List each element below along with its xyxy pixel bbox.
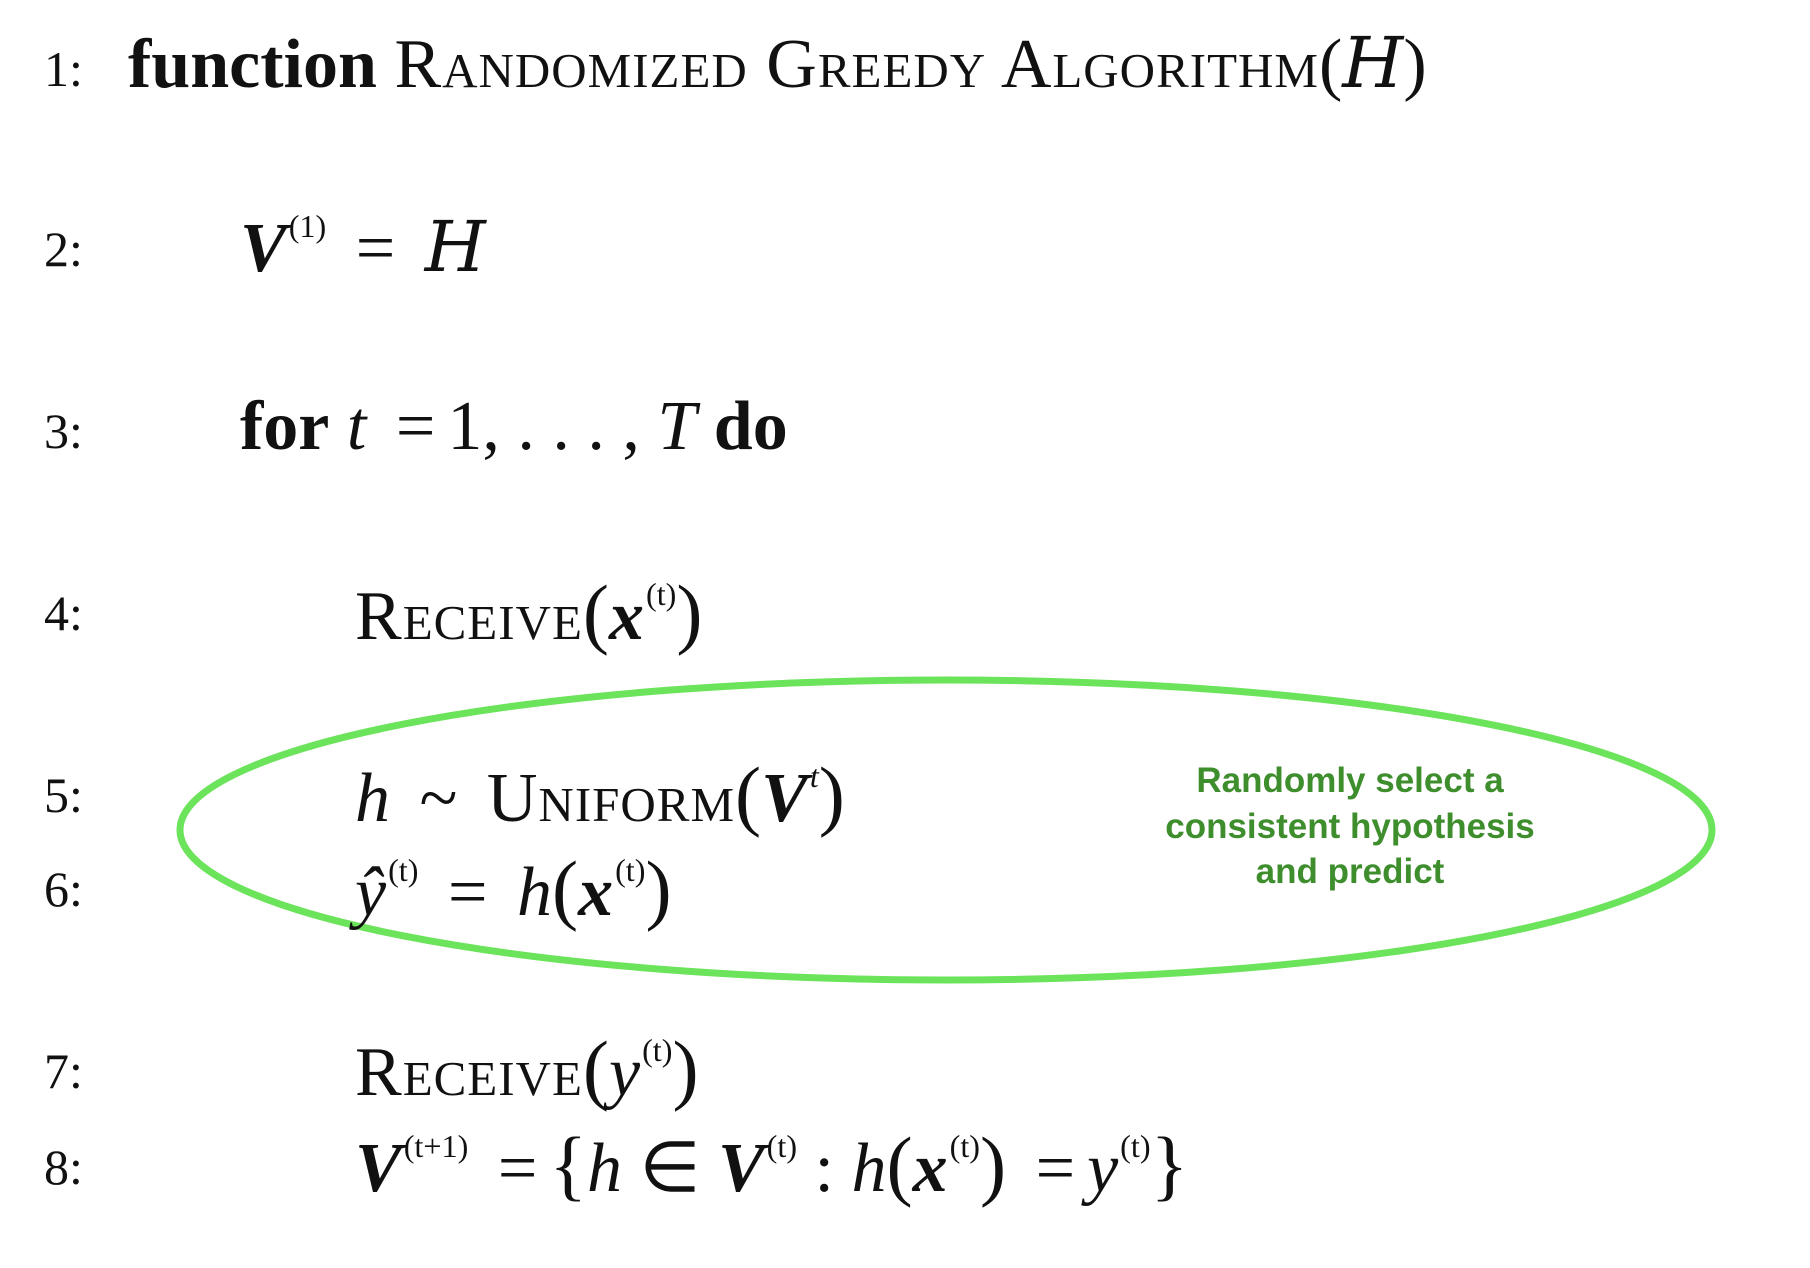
hypothesis-func: h (516, 854, 552, 931)
superscript: (t) (645, 576, 677, 613)
input-x: x (608, 578, 644, 655)
receive-function: Receive (355, 1034, 583, 1111)
equals: = (497, 1130, 538, 1207)
paren-close: ) (676, 569, 703, 656)
input-x: x (912, 1130, 948, 1207)
line-number: 1: (44, 41, 83, 97)
superscript: (t) (615, 852, 646, 889)
equals: = (447, 854, 488, 931)
hypothesis-var: h (586, 1130, 622, 1207)
line-number: 2: (44, 221, 83, 277)
superscript: (t) (642, 1032, 673, 1069)
prediction (355, 845, 672, 932)
receive-y (355, 1025, 699, 1112)
version-space: V (761, 760, 808, 837)
loop-upper: T (657, 388, 697, 465)
version-space: V (717, 1130, 765, 1207)
equals: = (395, 388, 436, 465)
line-number: 5: (44, 767, 83, 823)
superscript: (t) (1120, 1128, 1151, 1165)
superscript: t (809, 758, 819, 795)
do-keyword: do (713, 388, 788, 465)
label-y: y (1087, 1130, 1119, 1207)
receive-function: Receive (355, 578, 583, 655)
loop-variable: t (346, 388, 367, 465)
uniform-function: Uniform (486, 760, 736, 837)
version-space: V (240, 210, 287, 287)
superscript: (t) (949, 1128, 980, 1165)
equals: = (355, 210, 396, 287)
line-number: 4: (44, 585, 83, 641)
sim-operator: ~ (419, 760, 458, 837)
paren-open: ( (1318, 26, 1343, 103)
paren-close: ) (645, 845, 672, 932)
function-keyword: function (128, 26, 377, 103)
line-number: 3: (44, 403, 83, 459)
paren-close: ) (1403, 26, 1427, 103)
function-signature (128, 22, 1427, 104)
paren-close: ) (980, 1121, 1007, 1208)
for-keyword: for (240, 388, 330, 465)
line-number: 8: (44, 1139, 83, 1195)
function-name: Randomized Greedy Algorithm (394, 26, 1319, 103)
version-space-init (240, 206, 486, 288)
hypothesis-class: H (1342, 22, 1404, 104)
annotation-line-1: Randomly select a (1196, 761, 1504, 800)
colon: : (814, 1130, 834, 1207)
label-y: y (608, 1034, 641, 1111)
paren-close: ) (818, 751, 845, 838)
line-number: 7: (44, 1043, 83, 1099)
paren-open: ( (886, 1121, 913, 1208)
receive-x (355, 569, 703, 656)
paren-open: ( (551, 845, 579, 932)
brace-open: { (549, 1121, 587, 1208)
annotation-line-3: and predict (1255, 852, 1445, 891)
element-of: ∈ (639, 1130, 701, 1207)
loop-range: 1, . . . , (447, 388, 658, 465)
input-x: x (578, 854, 614, 931)
hypothesis-var: h (355, 760, 390, 837)
annotation-text (1130, 758, 1570, 895)
sample-hypothesis (355, 751, 845, 838)
version-space: V (355, 1130, 402, 1207)
superscript: (t+1) (403, 1128, 469, 1165)
brace-close: } (1150, 1121, 1189, 1208)
hypothesis-func: h (851, 1130, 887, 1207)
paren-open: ( (582, 1025, 609, 1112)
superscript: (t) (766, 1128, 798, 1165)
superscript: (t) (388, 852, 419, 889)
equals: = (1035, 1130, 1076, 1207)
hypothesis-class: H (424, 206, 486, 288)
paren-open: ( (582, 569, 609, 656)
superscript: (1) (288, 208, 327, 245)
annotation-line-2: consistent hypothesis (1165, 806, 1535, 846)
for-loop-header (240, 388, 788, 465)
prediction-var: ŷ (355, 854, 387, 931)
paren-close: ) (672, 1025, 699, 1112)
version-space-update (355, 1121, 1189, 1208)
line-number: 6: (44, 861, 83, 917)
paren-open: ( (735, 751, 762, 838)
